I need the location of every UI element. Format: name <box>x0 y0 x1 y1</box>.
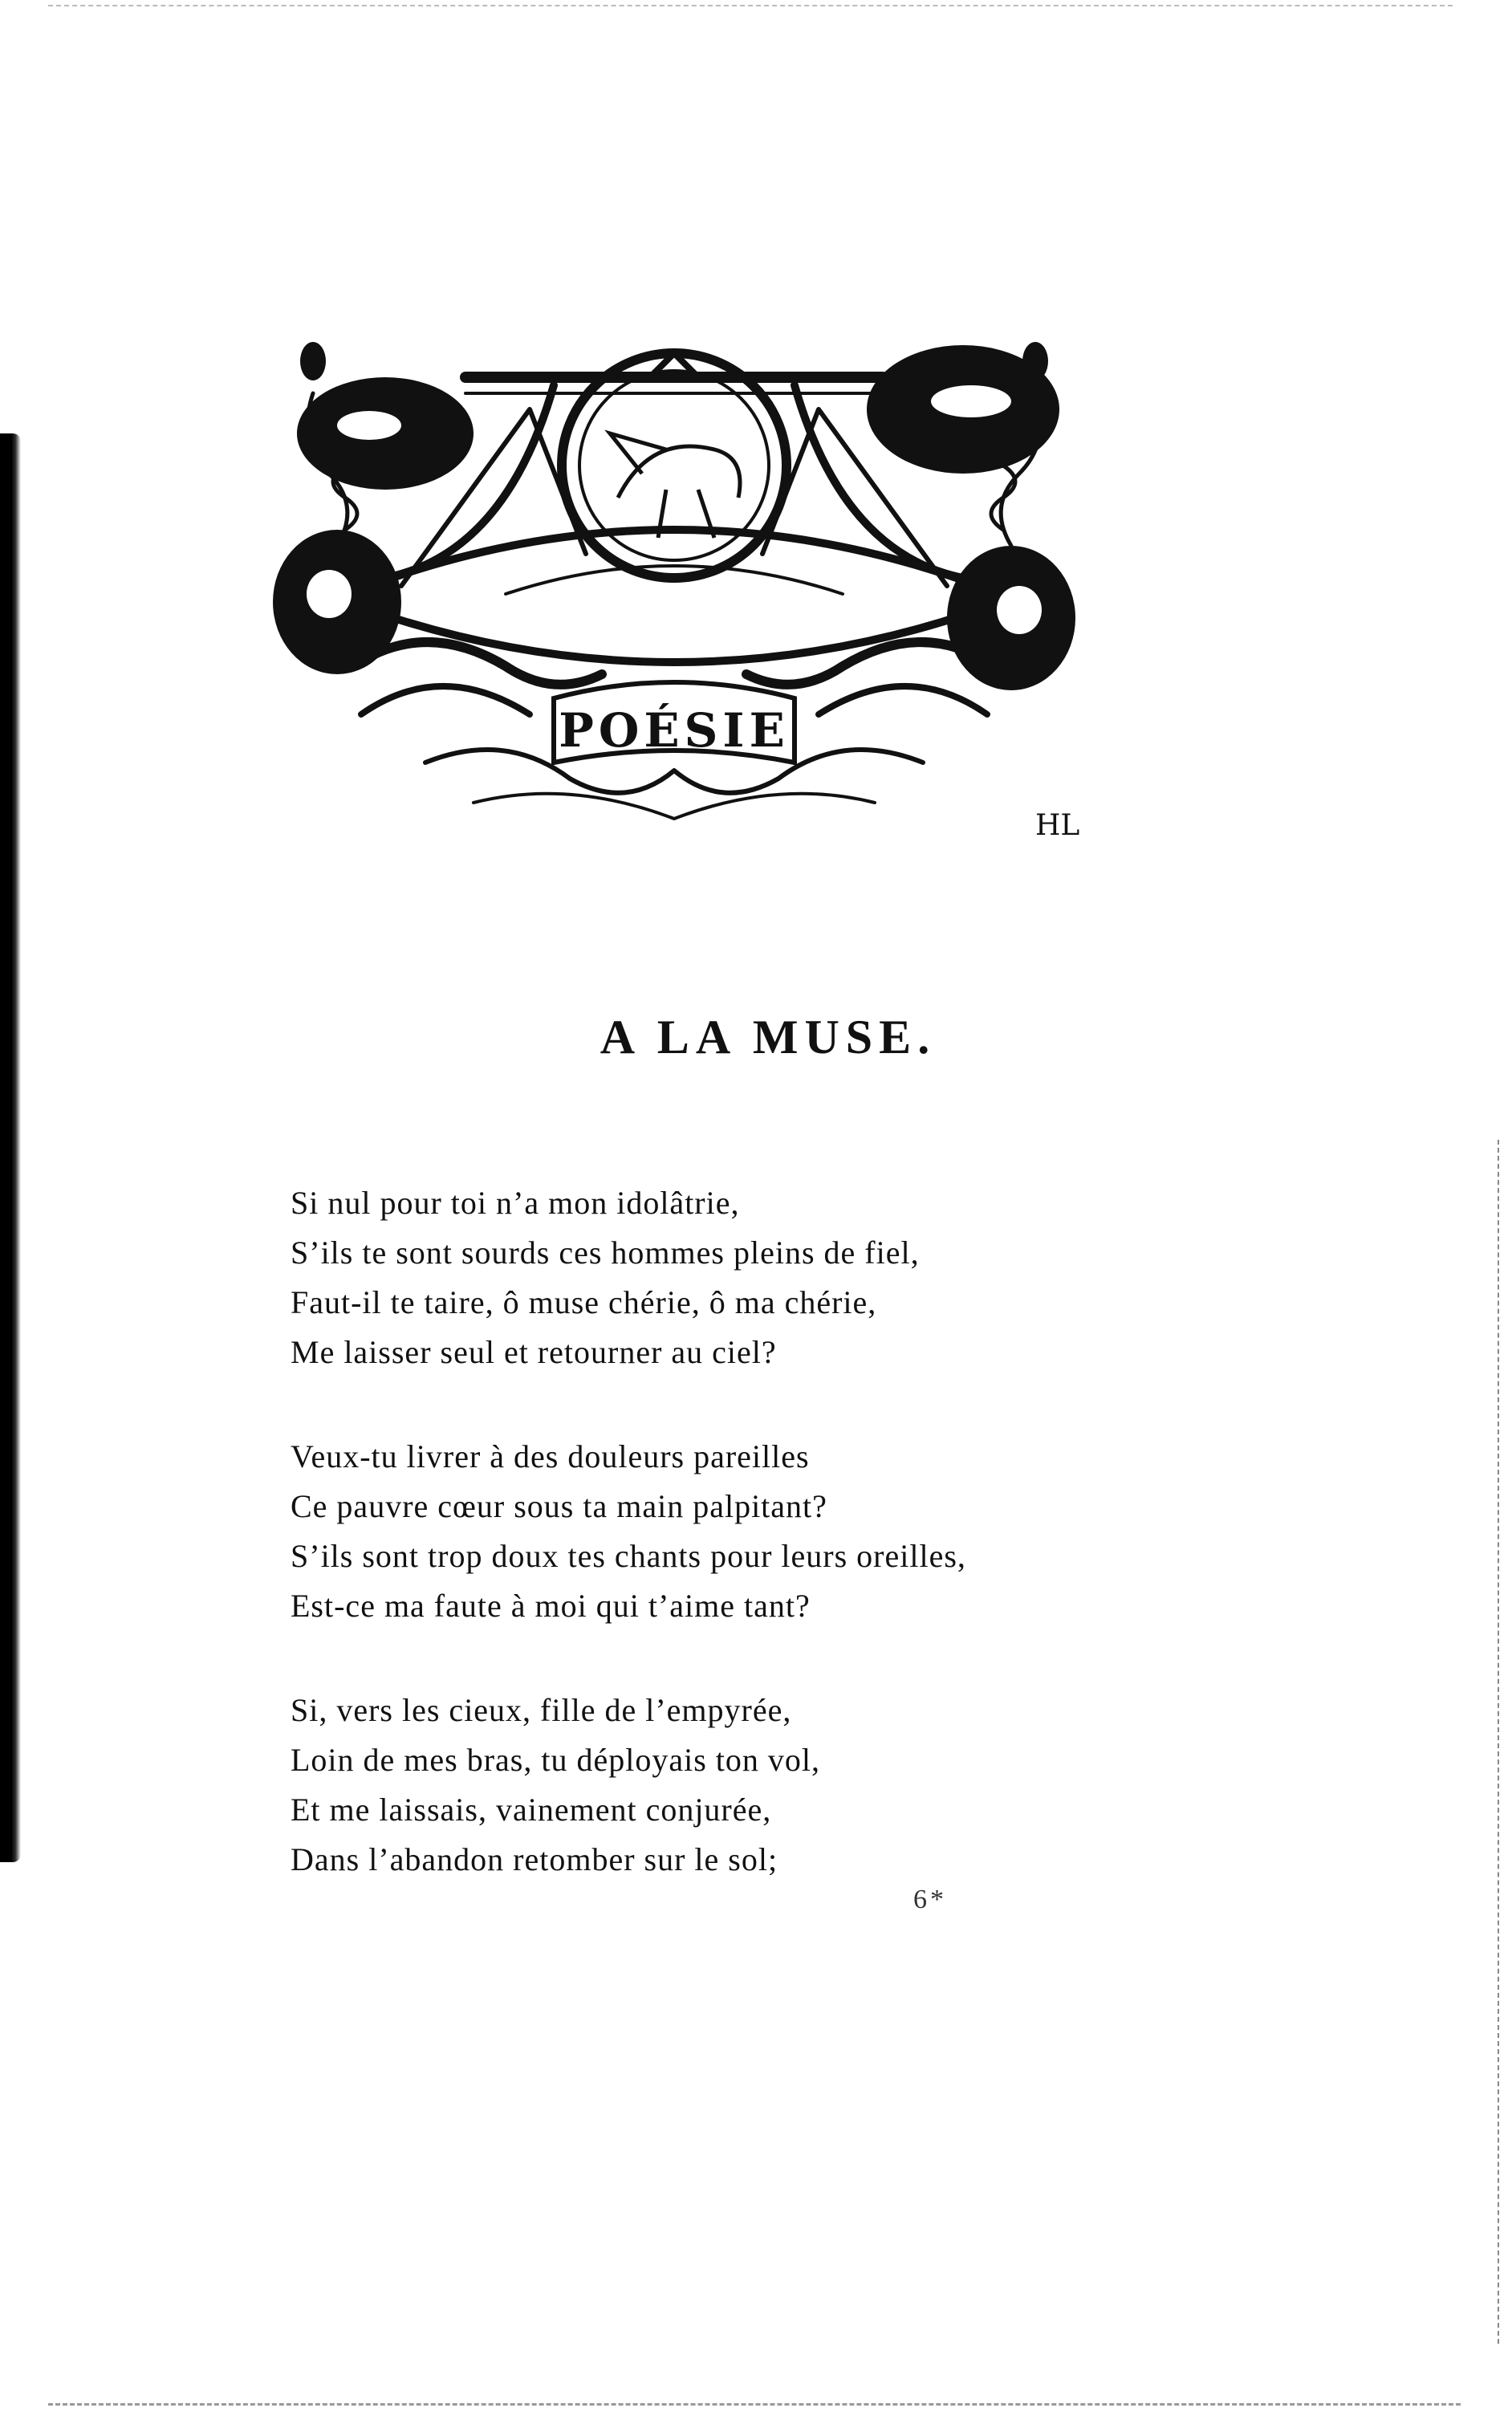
poem-body <box>291 1178 1093 1885</box>
engraver-monogram: HL <box>1035 809 1080 842</box>
verse-line: Loin de mes bras, tu déployais ton vol, <box>291 1742 821 1778</box>
verse-line: Dans l’abandon retomber sur le sol; <box>291 1841 778 1877</box>
verse-line: Si nul pour toi n’a mon idolâtrie, <box>291 1185 740 1221</box>
scan-top-edge <box>48 5 1453 6</box>
scan-bottom-edge <box>48 2403 1461 2406</box>
page-number: 6* <box>913 1885 947 1914</box>
vignette-label: POÉSIE <box>559 703 790 758</box>
stanza-3 <box>291 1686 1093 1885</box>
verse-line: Faut-il te taire, ô muse chérie, ô ma chérie, <box>291 1284 877 1320</box>
verse-line: Si, vers les cieux, fille de l’empyrée, <box>291 1692 792 1728</box>
scan-binding-shadow <box>0 433 21 1862</box>
verse-line: Veux-tu livrer à des douleurs pareilles <box>291 1438 810 1474</box>
stanza-1 <box>291 1178 1093 1377</box>
verse-line: Me laisser seul et retourner au ciel? <box>291 1334 777 1370</box>
verse-line: Ce pauvre cœur sous ta main palpitant? <box>291 1488 827 1524</box>
verse-line: Et me laissais, vainement conjurée, <box>291 1792 772 1828</box>
verse-line: S’ils sont trop doux tes chants pour leurs oreilles, <box>291 1538 966 1574</box>
vignette-illustration <box>265 313 1083 859</box>
stanza-2 <box>291 1432 1093 1631</box>
poesie-vignette <box>265 313 1083 859</box>
poem-title: A LA MUSE. <box>600 1011 937 1064</box>
scan-right-edge <box>1498 1140 1499 2344</box>
verse-line: Est-ce ma faute à moi qui t’aime tant? <box>291 1588 811 1624</box>
verse-line: S’ils te sont sourds ces hommes pleins de fiel, <box>291 1234 920 1271</box>
